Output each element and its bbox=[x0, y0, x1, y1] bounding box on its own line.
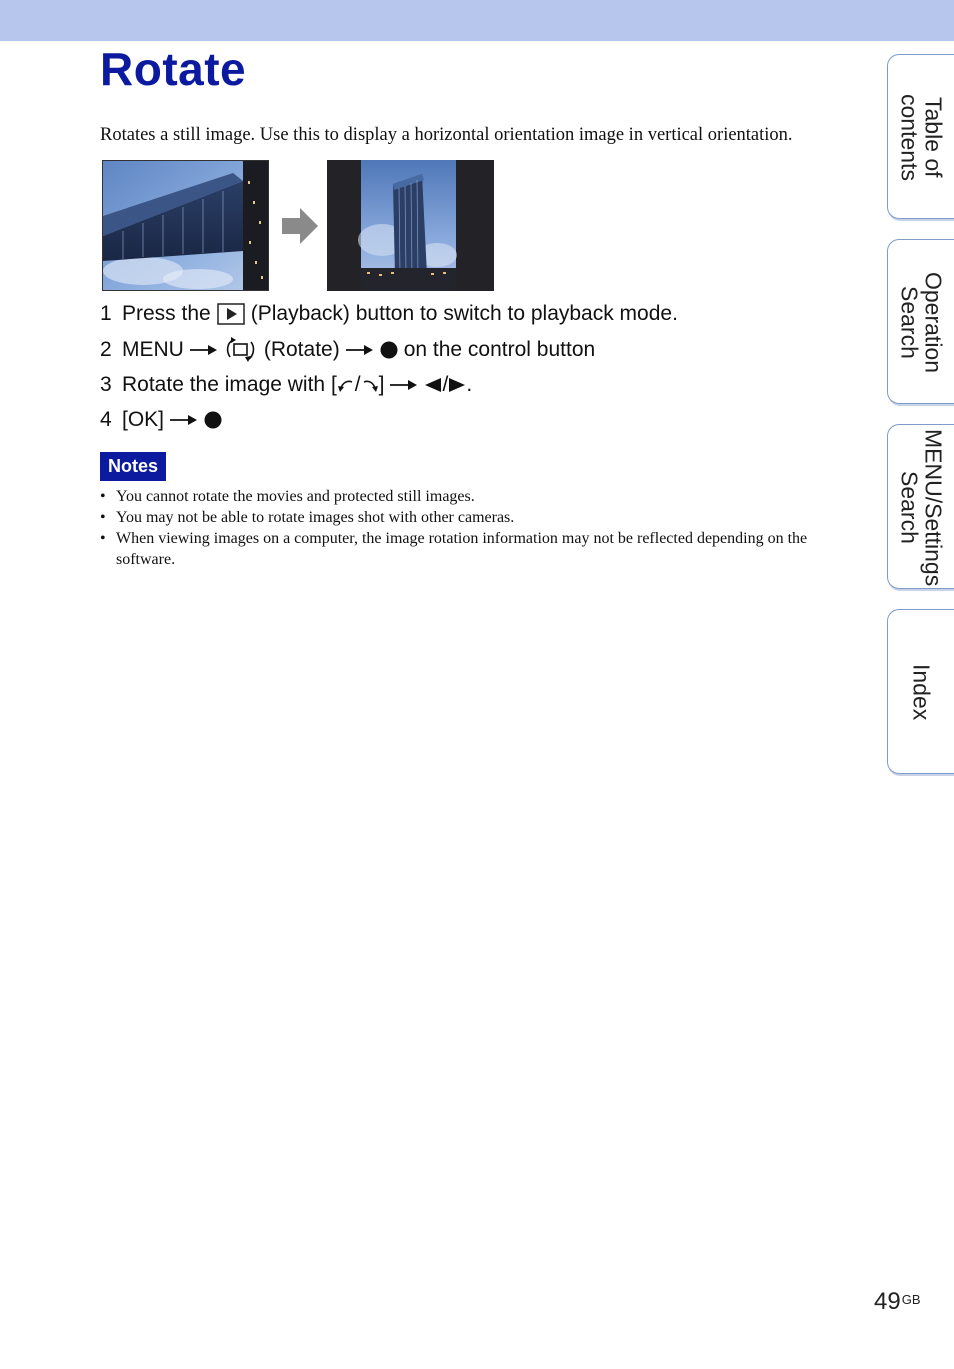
before-image bbox=[102, 160, 269, 291]
step-number: 3 bbox=[100, 373, 112, 396]
tab-menu-settings-search[interactable] bbox=[887, 424, 954, 589]
step-4 bbox=[100, 408, 222, 432]
tab-label: Operation Search bbox=[896, 271, 947, 373]
step-text: (Playback) button to switch to playback mode. bbox=[250, 302, 678, 325]
step-text: ] bbox=[378, 373, 385, 396]
page-number-value: 49 bbox=[874, 1288, 901, 1315]
step-text: [OK] bbox=[122, 408, 165, 431]
notes-list bbox=[100, 486, 860, 570]
step-text: . bbox=[466, 373, 473, 396]
arrow-right-icon bbox=[190, 343, 218, 357]
page-number-suffix: GB bbox=[901, 1292, 921, 1307]
arrow-right-icon bbox=[346, 343, 374, 357]
note-item: • You cannot rotate the movies and protected still images. bbox=[100, 486, 860, 507]
arrow-right-icon bbox=[390, 378, 418, 392]
step-number: 1 bbox=[100, 302, 112, 325]
notes-label: Notes bbox=[100, 452, 166, 481]
note-item: • When viewing images on a computer, the image rotation information may not be reflected depending on the software. bbox=[100, 528, 860, 570]
tab-label: Index bbox=[908, 664, 935, 721]
step-number: 2 bbox=[100, 338, 112, 361]
tab-operation-search[interactable] bbox=[887, 239, 954, 404]
triangle-right-icon bbox=[448, 377, 466, 393]
page-number bbox=[874, 1288, 921, 1316]
step-1 bbox=[100, 302, 678, 326]
step-number: 4 bbox=[100, 408, 112, 431]
step-2 bbox=[100, 337, 595, 363]
arrow-right-icon bbox=[170, 413, 198, 427]
note-item: • You may not be able to rotate images shot with other cameras. bbox=[100, 507, 860, 528]
tab-index[interactable] bbox=[887, 609, 954, 774]
transition-arrow-icon bbox=[282, 208, 318, 244]
step-text: Rotate the image with [ bbox=[122, 373, 337, 396]
tab-label: MENU/Settings Search bbox=[896, 428, 947, 587]
intro-text: Rotates a still image. Use this to display a horizontal orientation image in vertical orientation. bbox=[100, 125, 793, 145]
tab-label: Table of contents bbox=[896, 94, 947, 181]
step-text: Press the bbox=[122, 302, 211, 325]
step-3: 3 Rotate the image with [ / ] / . bbox=[100, 373, 473, 396]
control-button-center-icon bbox=[380, 341, 398, 359]
rotate-label: (Rotate) bbox=[263, 338, 340, 361]
menu-label: MENU bbox=[122, 338, 184, 361]
header-bar bbox=[0, 0, 954, 41]
step-text: on the control button bbox=[403, 338, 596, 361]
after-image bbox=[327, 160, 494, 291]
rotate-icon bbox=[224, 337, 258, 363]
page-title: Rotate bbox=[100, 43, 247, 95]
triangle-left-icon bbox=[424, 377, 442, 393]
control-button-center-icon bbox=[204, 411, 222, 429]
rotate-right-icon bbox=[361, 376, 379, 394]
tab-table-of-contents[interactable] bbox=[887, 54, 954, 219]
rotate-left-icon bbox=[337, 376, 355, 394]
playback-icon bbox=[217, 303, 245, 325]
